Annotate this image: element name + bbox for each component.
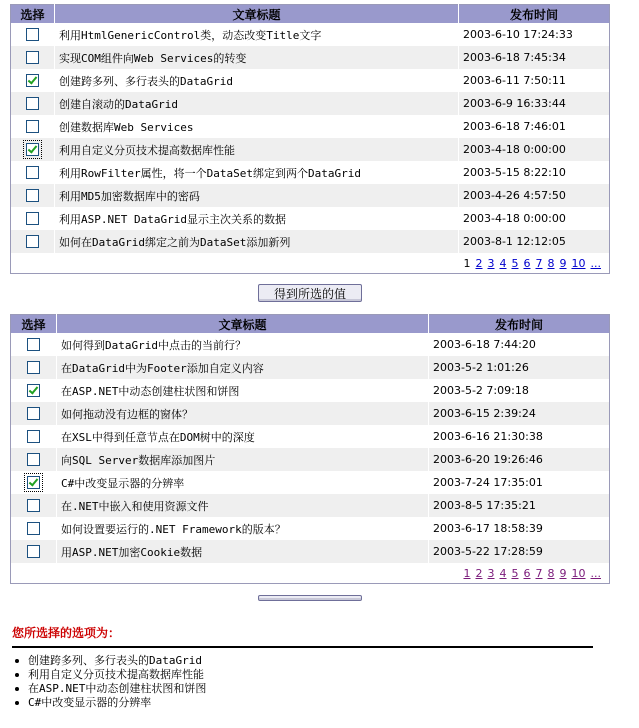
table-row bbox=[11, 23, 610, 46]
publish-time: 2003-8-1 12:12:05 bbox=[459, 230, 610, 253]
article-title: 创建数据库Web Services bbox=[55, 115, 459, 138]
article-title: 利用MD5加密数据库中的密码 bbox=[55, 184, 459, 207]
row-checkbox[interactable] bbox=[27, 407, 40, 420]
row-checkbox[interactable] bbox=[26, 166, 39, 179]
list-item: 在ASP.NET中动态创建柱状图和饼图 bbox=[12, 682, 206, 696]
publish-time: 2003-5-22 17:28:59 bbox=[429, 540, 610, 563]
select-cell bbox=[11, 115, 55, 138]
list-item: C#中改变显示器的分辨率 bbox=[12, 696, 206, 710]
row-checkbox[interactable] bbox=[26, 143, 39, 156]
table-row bbox=[11, 161, 610, 184]
column-header-time: 发布时间 bbox=[429, 315, 610, 334]
select-cell bbox=[11, 517, 57, 540]
pager-page-link[interactable]: 2 bbox=[475, 256, 483, 270]
publish-time: 2003-8-5 17:35:21 bbox=[429, 494, 610, 517]
select-cell bbox=[11, 356, 57, 379]
select-cell bbox=[11, 379, 57, 402]
article-title: 在XSL中得到任意节点在DOM树中的深度 bbox=[57, 425, 429, 448]
pager-page-link[interactable]: 2 bbox=[475, 566, 483, 580]
publish-time: 2003-4-18 0:00:00 bbox=[459, 138, 610, 161]
table-row bbox=[11, 46, 610, 69]
select-cell bbox=[11, 230, 55, 253]
pager-page-link[interactable]: 8 bbox=[547, 256, 555, 270]
publish-time: 2003-6-10 17:24:33 bbox=[459, 23, 610, 46]
publish-time: 2003-6-11 7:50:11 bbox=[459, 69, 610, 92]
row-checkbox[interactable] bbox=[27, 361, 40, 374]
grid-header-row bbox=[11, 315, 610, 334]
select-cell bbox=[11, 333, 57, 356]
get-selected-values-button-2[interactable] bbox=[258, 595, 362, 601]
select-cell bbox=[11, 425, 57, 448]
pager-page-link[interactable]: 3 bbox=[487, 256, 495, 270]
row-checkbox[interactable] bbox=[27, 430, 40, 443]
column-header-title: 文章标题 bbox=[55, 5, 459, 24]
pager-page-link[interactable]: 5 bbox=[511, 256, 519, 270]
publish-time: 2003-4-26 4:57:50 bbox=[459, 184, 610, 207]
publish-time: 2003-5-2 7:09:18 bbox=[429, 379, 610, 402]
pager bbox=[11, 563, 610, 584]
table-row bbox=[11, 92, 610, 115]
publish-time: 2003-6-18 7:44:20 bbox=[429, 333, 610, 356]
pager-page-link[interactable]: ... bbox=[590, 566, 601, 580]
select-cell bbox=[11, 207, 55, 230]
table-row bbox=[11, 184, 610, 207]
table-row bbox=[11, 379, 610, 402]
article-title: C#中改变显示器的分辨率 bbox=[57, 471, 429, 494]
pager-page-link[interactable]: 10 bbox=[571, 566, 586, 580]
pager-page-link[interactable]: 7 bbox=[535, 256, 543, 270]
article-title: 在ASP.NET中动态创建柱状图和饼图 bbox=[57, 379, 429, 402]
article-title: 如何拖动没有边框的窗体？ bbox=[57, 402, 429, 425]
article-title: 在DataGrid中为Footer添加自定义内容 bbox=[57, 356, 429, 379]
pager-page-link[interactable]: 6 bbox=[523, 256, 531, 270]
column-header-title: 文章标题 bbox=[57, 315, 429, 334]
publish-time: 2003-6-20 19:26:46 bbox=[429, 448, 610, 471]
pager-page-link[interactable]: 9 bbox=[559, 256, 567, 270]
table-row bbox=[11, 230, 610, 253]
selection-result-label: 您所选择的选项为： bbox=[12, 626, 121, 640]
article-title: 利用ASP.NET DataGrid显示主次关系的数据 bbox=[55, 207, 459, 230]
table-row bbox=[11, 356, 610, 379]
article-title: 在.NET中嵌入和使用资源文件 bbox=[57, 494, 429, 517]
select-cell bbox=[11, 92, 55, 115]
table-row bbox=[11, 494, 610, 517]
publish-time: 2003-6-18 7:46:01 bbox=[459, 115, 610, 138]
pager-page-link[interactable]: 4 bbox=[499, 566, 507, 580]
select-cell bbox=[11, 69, 55, 92]
table-row bbox=[11, 207, 610, 230]
get-selected-values-button[interactable]: 得到所选的值 bbox=[258, 284, 362, 302]
publish-time: 2003-4-18 0:00:00 bbox=[459, 207, 610, 230]
select-cell bbox=[11, 494, 57, 517]
publish-time: 2003-7-24 17:35:01 bbox=[429, 471, 610, 494]
publish-time: 2003-5-15 8:22:10 bbox=[459, 161, 610, 184]
select-cell bbox=[11, 161, 55, 184]
article-title: 创建自滚动的DataGrid bbox=[55, 92, 459, 115]
pager-page-link[interactable]: 3 bbox=[487, 566, 495, 580]
row-checkbox[interactable] bbox=[26, 212, 39, 225]
pager-page-link[interactable]: 7 bbox=[535, 566, 543, 580]
publish-time: 2003-6-15 2:39:24 bbox=[429, 402, 610, 425]
pager-page-link[interactable]: ... bbox=[590, 256, 601, 270]
article-title: 利用RowFilter属性，将一个DataSet绑定到两个DataGrid bbox=[55, 161, 459, 184]
select-cell bbox=[11, 448, 57, 471]
table-row bbox=[11, 333, 610, 356]
article-title: 如何在DataGrid绑定之前为DataSet添加新列 bbox=[55, 230, 459, 253]
row-checkbox[interactable] bbox=[26, 235, 39, 248]
select-cell bbox=[11, 184, 55, 207]
article-title: 向SQL Server数据库添加图片 bbox=[57, 448, 429, 471]
pager-page-link[interactable]: 6 bbox=[523, 566, 531, 580]
row-checkbox[interactable] bbox=[27, 499, 40, 512]
row-checkbox[interactable] bbox=[27, 384, 40, 397]
articles-grid-2 bbox=[10, 314, 610, 584]
table-row bbox=[11, 448, 610, 471]
pager-page-link[interactable]: 1 bbox=[463, 566, 471, 580]
table-row bbox=[11, 425, 610, 448]
article-title: 如何设置要运行的.NET Framework的版本？ bbox=[57, 517, 429, 540]
list-item: 利用自定义分页技术提高数据库性能 bbox=[12, 668, 206, 682]
articles-grid-1 bbox=[10, 4, 610, 274]
pager-page-link[interactable]: 4 bbox=[499, 256, 507, 270]
select-cell bbox=[11, 540, 57, 563]
select-cell bbox=[11, 46, 55, 69]
row-checkbox[interactable] bbox=[27, 453, 40, 466]
row-checkbox[interactable] bbox=[26, 28, 39, 41]
selection-result-list bbox=[12, 654, 206, 710]
pager bbox=[11, 253, 610, 274]
select-cell bbox=[11, 471, 57, 494]
publish-time: 2003-6-17 18:58:39 bbox=[429, 517, 610, 540]
row-checkbox[interactable] bbox=[27, 338, 40, 351]
table-row bbox=[11, 517, 610, 540]
article-title: 创建跨多列、多行表头的DataGrid bbox=[55, 69, 459, 92]
article-title: 用ASP.NET加密Cookie数据 bbox=[57, 540, 429, 563]
table-row bbox=[11, 402, 610, 425]
row-checkbox[interactable] bbox=[27, 522, 40, 535]
article-title: 如何得到DataGrid中点击的当前行？ bbox=[57, 333, 429, 356]
pager-page-link[interactable]: 5 bbox=[511, 566, 519, 580]
select-cell bbox=[11, 402, 57, 425]
pager-row bbox=[11, 253, 610, 274]
pager-row bbox=[11, 563, 610, 584]
pager-page-link[interactable]: 10 bbox=[571, 256, 586, 270]
select-cell bbox=[11, 138, 55, 161]
row-checkbox[interactable] bbox=[26, 74, 39, 87]
row-checkbox[interactable] bbox=[26, 189, 39, 202]
article-title: 利用HtmlGenericControl类，动态改变Title文字 bbox=[55, 23, 459, 46]
row-checkbox[interactable] bbox=[26, 120, 39, 133]
table-row bbox=[11, 115, 610, 138]
publish-time: 2003-5-2 1:01:26 bbox=[429, 356, 610, 379]
column-header-select: 选择 bbox=[11, 5, 55, 24]
list-item: 创建跨多列、多行表头的DataGrid bbox=[12, 654, 206, 668]
table-row bbox=[11, 540, 610, 563]
article-title: 利用自定义分页技术提高数据库性能 bbox=[55, 138, 459, 161]
row-checkbox[interactable] bbox=[26, 97, 39, 110]
row-checkbox[interactable] bbox=[27, 476, 40, 489]
divider bbox=[12, 646, 593, 648]
publish-time: 2003-6-18 7:45:34 bbox=[459, 46, 610, 69]
table-row bbox=[11, 69, 610, 92]
pager-page-link[interactable]: 8 bbox=[547, 566, 555, 580]
grid-header-row bbox=[11, 5, 610, 24]
select-cell bbox=[11, 23, 55, 46]
article-title: 实现COM组件向Web Services的转变 bbox=[55, 46, 459, 69]
row-checkbox[interactable] bbox=[27, 545, 40, 558]
column-header-select: 选择 bbox=[11, 315, 57, 334]
table-row bbox=[11, 471, 610, 494]
publish-time: 2003-6-16 21:30:38 bbox=[429, 425, 610, 448]
table-row bbox=[11, 138, 610, 161]
row-checkbox[interactable] bbox=[26, 51, 39, 64]
pager-page-link[interactable]: 9 bbox=[559, 566, 567, 580]
column-header-time: 发布时间 bbox=[459, 5, 610, 24]
publish-time: 2003-6-9 16:33:44 bbox=[459, 92, 610, 115]
pager-current-page: 1 bbox=[463, 256, 471, 270]
